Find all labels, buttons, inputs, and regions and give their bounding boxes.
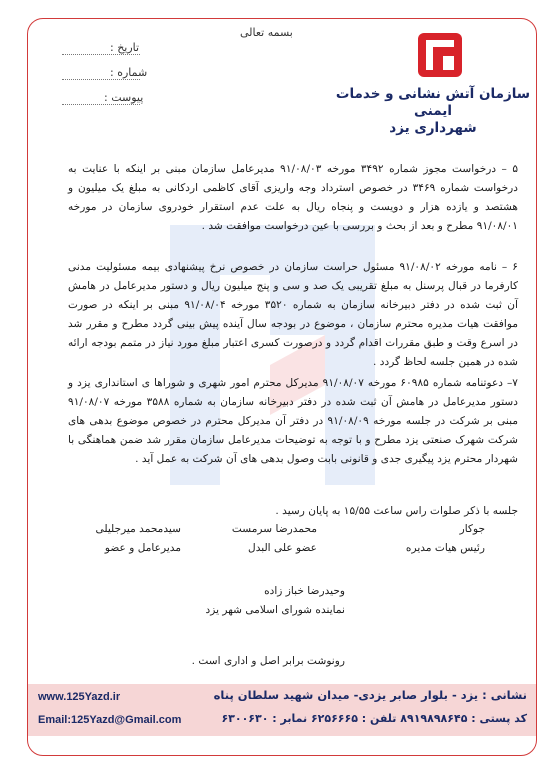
organization-title — [333, 86, 533, 137]
footer-website-link[interactable]: www.125Yazd.ir — [38, 691, 121, 703]
signatory-title: رئیس هیات مدیره — [405, 542, 485, 554]
basmala: بسمه تعالی — [240, 26, 293, 39]
signatory-chairman — [406, 520, 485, 558]
signatory-title: نماینده شورای اسلامی شهر یزد — [205, 604, 345, 616]
footer-contact: کد پستی : ۸۹۱۹۸۹۸۶۴۵ تلفن : ۶۲۵۶۶۶۵ نمابر : ۶۳۰۰۶۳۰ — [221, 712, 527, 725]
attachment-label: پیوست : — [104, 91, 144, 104]
item-6-paragraph: ۶ – نامه مورخه ۹۱/۰۸/۰۲ مسئول حراست سازمان در خصوص نرخ پیشنهادی بیمه مسئولیت مدنی کارفرما در قبال پرسنل به مبلغ تقریبی یک صد و سی و پنج میلیون ریال و دستور مدیرعامل در هامش آن ثبت شده در دفتر دبیرخانه سازمان به شماره ۳۵۲۰ مورخه ۹۱/۰۸/۰۴ مبنی بر اینکه در صورت موافقت هیات مدیره محترم سازمان ، موضوع در بودجه سال آینده پیش بینی گردد مطرح و مقرر شد در اسرع وقت و طبق مقررات اقدام گردد و درصورت کسری اعتبار مبلغ مورد نیاز در متمم بودجه ارائه شده در همین جلسه لحاظ گردد . — [68, 261, 518, 368]
number-label: شماره : — [110, 66, 148, 79]
date-label: تاریخ : — [110, 41, 140, 54]
organization-name: سازمان آتش نشانی و خدمات ایمنی — [335, 86, 531, 119]
signatory-name: محمدرضا سرمست — [231, 523, 317, 535]
signatory-council-rep — [206, 582, 346, 620]
signatory-alternate-member — [232, 520, 317, 558]
footer-address: نشانی : یزد - بلوار صابر یزدی- میدان شهید سلطان پناه — [213, 688, 527, 702]
date-row — [110, 41, 139, 54]
organization-logo — [418, 33, 462, 77]
signatory-name: وحیدرضا خباز زاده — [264, 585, 345, 597]
signatory-title: مدیرعامل و عضو — [104, 542, 181, 554]
signatory-name: سیدمحمد میرجلیلی — [95, 523, 181, 535]
number-dots — [62, 79, 140, 80]
date-dots — [62, 54, 140, 55]
signatory-ceo — [95, 520, 181, 558]
carbon-copy-note: رونوشت برابر اصل و اداری است . — [191, 655, 345, 667]
item-5-paragraph: ۵ – درخواست مجوز شماره ۳۴۹۲ مورخه ۹۱/۰۸/۰۳ مدیرعامل سازمان مبنی بر اینکه با عنایت به درخواست شماره ۳۴۶۹ در خصوص استرداد وجه واریزی آقای کاظمی اردکانی به مبلغ یک میلیون و هشتصد و یازده هزار و دویست و پنجاه ریال به علت عدم استقرار خودروی سازمان در مورخه ۹۱/۰۸/۰۱ مطرح و بعد از بحث و بررسی با عین درخواست موافقت شد . — [68, 163, 519, 232]
municipality-name: شهرداری یزد — [389, 120, 477, 136]
signatory-name: جوکار — [459, 523, 485, 535]
fire-department-logo-icon — [418, 33, 462, 77]
attachment-dots — [62, 104, 140, 105]
attachment-row — [104, 91, 143, 104]
number-row — [110, 66, 147, 79]
closing-line: جلسه با ذکر صلوات راس ساعت ۱۵/۵۵ به پایان رسید . — [275, 505, 518, 517]
item-7-paragraph: ۷– دعوتنامه شماره ۶۰۹۸۵ مورخه ۹۱/۰۸/۰۷ مدیرکل محترم امور شهری و شوراها ی استانداری یزد و دستور مدیرعامل در هامش آن ثبت شده در دفتر دبیرخانه سازمان به شماره ۳۵۸۸ مورخه ۹۱/۰۸/۰۷ مبنی بر شرکت در جلسه مورخه ۹۱/۰۸/۰۹ در دفتر آن مدیرکل محترم در خصوص موضوع بدهی های شرکت شهرک صنعتی یزد مطرح و با توجه به توضیحات مدیرعامل سازمان مقرر شد ضمن هماهنگی با شهردار محترم یزد پیگیری جدی و قانونی بابت وصول بدهی های آن شرکت به عمل آید . — [68, 377, 519, 465]
footer-email-link[interactable]: Email:125Yazd@Gmail.com — [38, 714, 182, 726]
signatory-title: عضو علی البدل — [248, 542, 317, 554]
